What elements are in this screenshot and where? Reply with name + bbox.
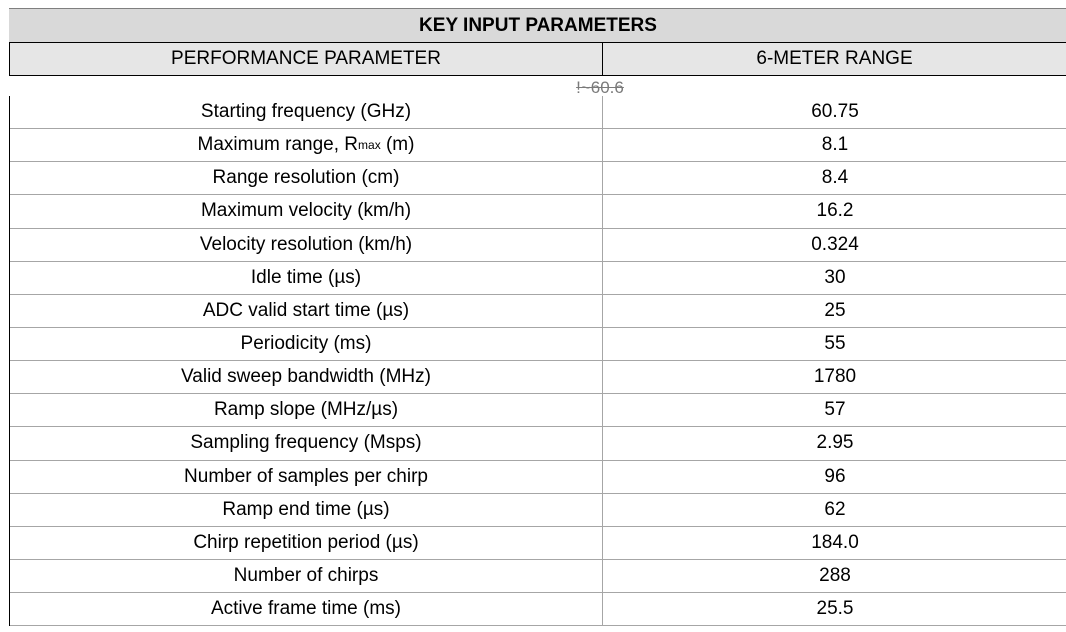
parameter-label: Ramp end time (µs) bbox=[10, 494, 603, 526]
column-header-parameter: PERFORMANCE PARAMETER bbox=[10, 43, 603, 75]
table-row bbox=[10, 295, 1066, 328]
column-header-range: 6-METER RANGE bbox=[756, 48, 913, 69]
parameter-label: Number of samples per chirp bbox=[10, 461, 603, 493]
parameter-label-main: Maximum range, R bbox=[197, 134, 359, 156]
parameter-label: Maximum velocity (km/h) bbox=[10, 195, 603, 227]
table-row bbox=[10, 593, 1066, 626]
parameter-label: Velocity resolution (km/h) bbox=[10, 229, 603, 261]
parameter-label bbox=[10, 129, 603, 161]
table-row bbox=[10, 328, 1066, 361]
parameter-value: 96 bbox=[824, 465, 846, 487]
parameter-value: 57 bbox=[824, 399, 846, 421]
table-header-row bbox=[9, 42, 1066, 76]
table-row bbox=[10, 427, 1066, 460]
table-row bbox=[10, 560, 1066, 593]
parameter-value: 1780 bbox=[813, 366, 857, 388]
parameter-value: 30 bbox=[824, 266, 846, 288]
parameter-value: 2.95 bbox=[816, 432, 854, 454]
parameter-value: 8.4 bbox=[821, 167, 849, 189]
table-row bbox=[10, 195, 1066, 228]
table-row bbox=[10, 461, 1066, 494]
parameter-label: Chirp repetition period (µs) bbox=[10, 527, 603, 559]
parameter-label: Ramp slope (MHz/µs) bbox=[10, 394, 603, 426]
parameter-value: 60.75 bbox=[811, 101, 859, 123]
parameter-label: Valid sweep bandwidth (MHz) bbox=[10, 361, 603, 393]
struck-through-note: !~60.6 bbox=[576, 78, 624, 97]
parameter-label: ADC valid start time (µs) bbox=[10, 295, 603, 327]
parameter-label: Range resolution (cm) bbox=[10, 162, 603, 194]
table-row bbox=[10, 96, 1066, 129]
table-row bbox=[10, 527, 1066, 560]
parameter-label: Idle time (µs) bbox=[10, 262, 603, 294]
parameter-value: 25.5 bbox=[816, 598, 854, 620]
table-row bbox=[10, 494, 1066, 527]
parameter-value: 288 bbox=[819, 565, 851, 587]
table-row bbox=[10, 394, 1066, 427]
table-title: KEY INPUT PARAMETERS bbox=[9, 8, 1066, 42]
table-row bbox=[10, 162, 1066, 195]
parameter-value: 62 bbox=[824, 498, 846, 520]
table-row bbox=[10, 361, 1066, 394]
parameter-label-subscript: max bbox=[358, 138, 381, 153]
parameter-label: Sampling frequency (Msps) bbox=[10, 427, 603, 459]
parameter-label: Periodicity (ms) bbox=[10, 328, 603, 360]
parameter-label-unit: (m) bbox=[380, 134, 415, 156]
parameter-label: Number of chirps bbox=[10, 560, 603, 592]
parameter-value: 25 bbox=[824, 299, 846, 321]
table-row bbox=[10, 229, 1066, 262]
parameter-value: 8.1 bbox=[821, 134, 849, 156]
parameter-value: 55 bbox=[824, 333, 846, 355]
parameter-label: Starting frequency (GHz) bbox=[10, 96, 603, 128]
parameter-table bbox=[9, 96, 1066, 626]
table-row bbox=[10, 129, 1066, 162]
table-row bbox=[10, 262, 1066, 295]
parameter-value: 16.2 bbox=[816, 200, 854, 222]
parameter-value: 0.324 bbox=[811, 233, 859, 255]
parameter-label: Active frame time (ms) bbox=[10, 593, 603, 625]
parameter-value: 184.0 bbox=[811, 531, 859, 553]
